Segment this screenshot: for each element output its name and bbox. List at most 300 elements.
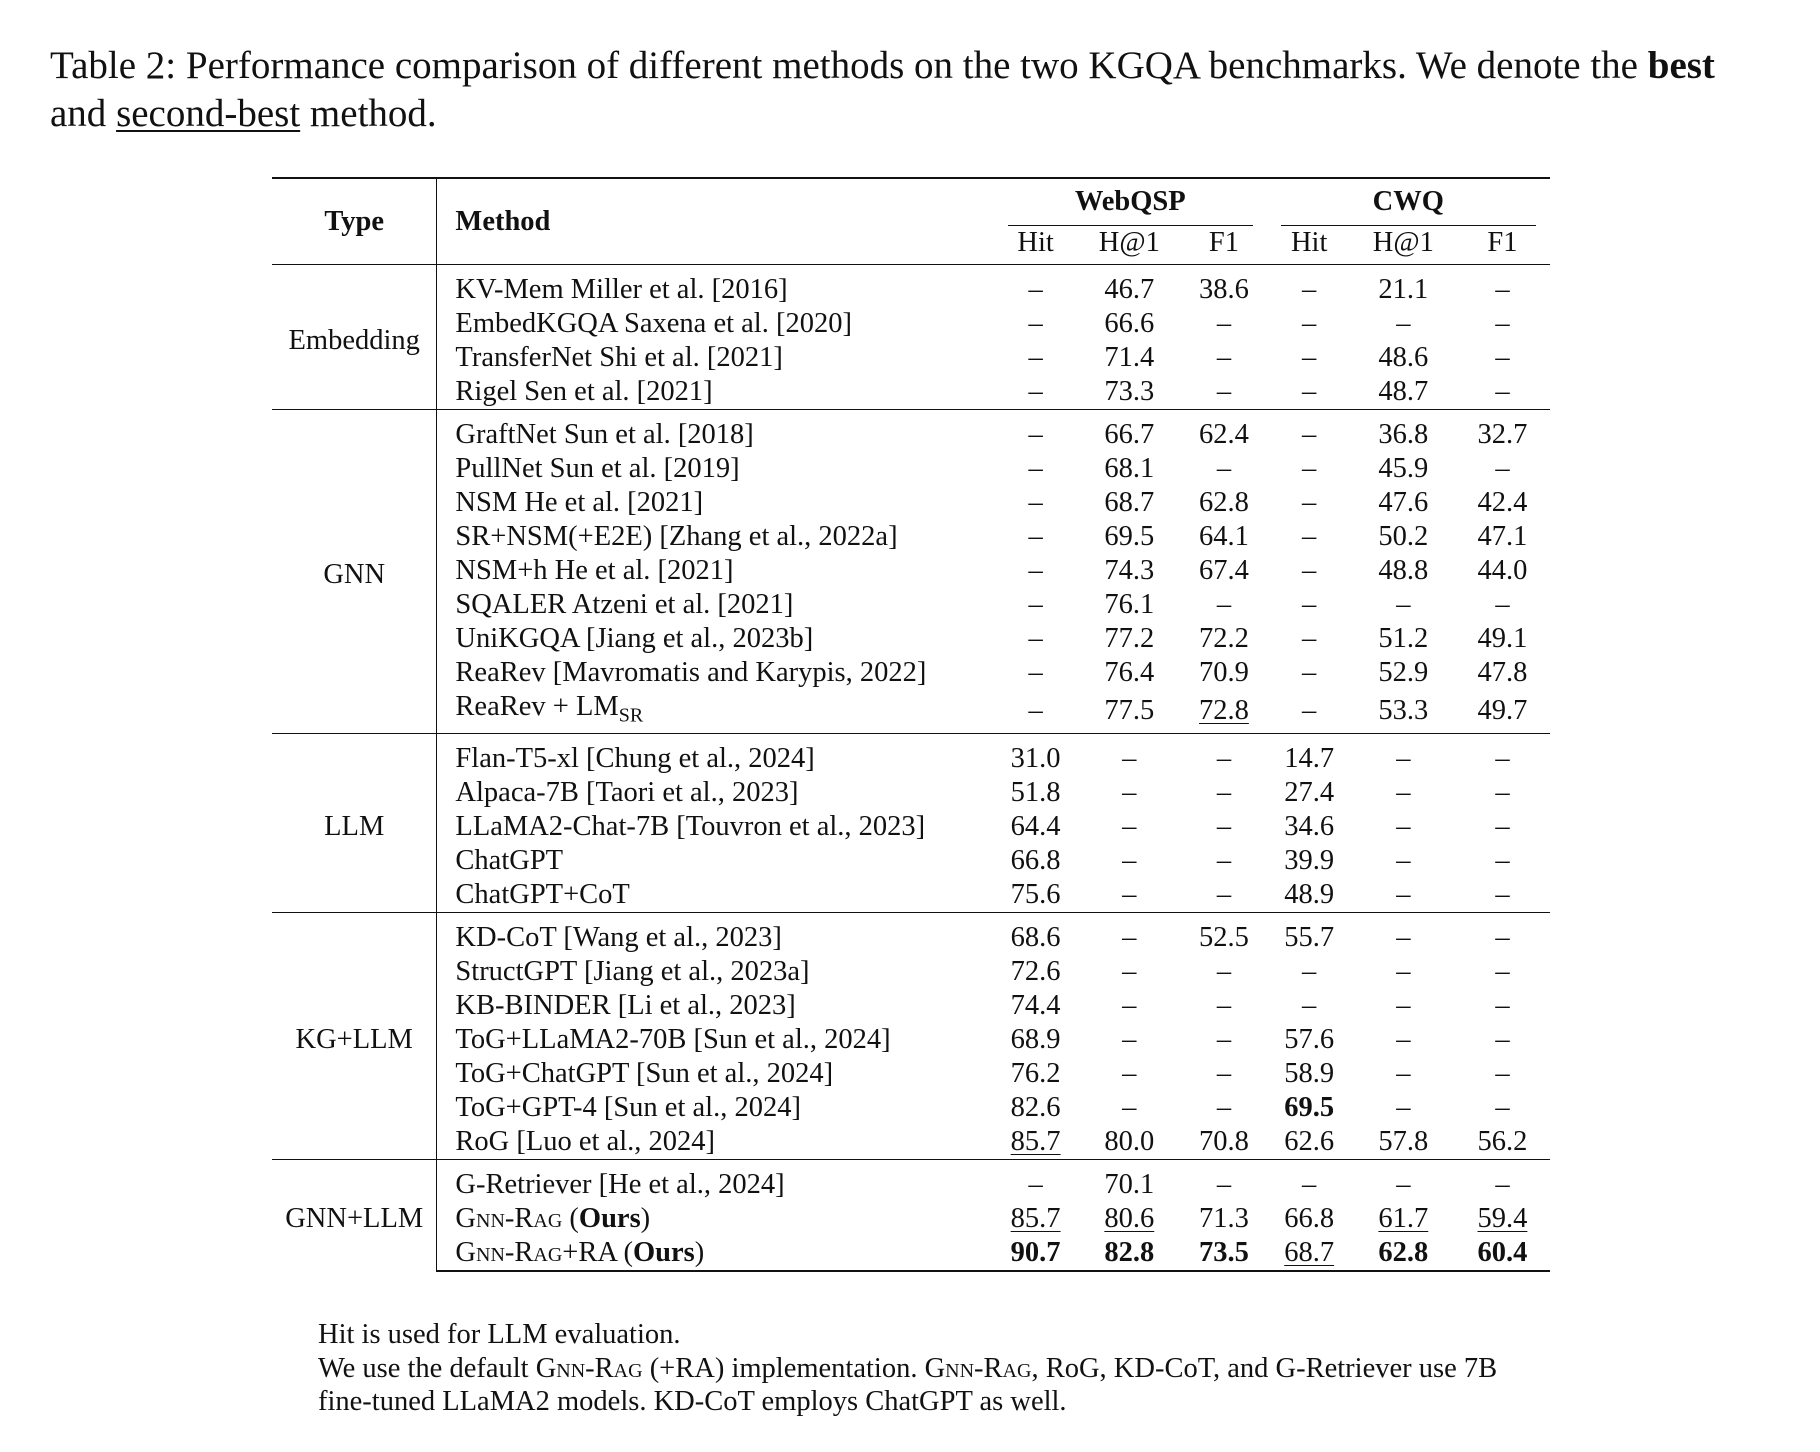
metric-value-text: 68.6 (1010, 921, 1061, 953)
metric-value-text: – (1122, 1023, 1137, 1055)
metric-value-text: 75.6 (1010, 878, 1061, 910)
metric-value-text: 73.5 (1199, 1236, 1249, 1268)
metric-value (1267, 878, 1352, 913)
table-row (272, 1236, 1550, 1271)
metric-value (1267, 690, 1352, 733)
metric-value (1267, 520, 1352, 554)
metric-value-text: 74.4 (1010, 989, 1061, 1021)
metric-value (1181, 520, 1266, 554)
metric-value (1181, 622, 1266, 656)
metric-value-text: 90.7 (1010, 1236, 1061, 1268)
table-row (272, 912, 1550, 955)
metric-value-text: – (1216, 955, 1232, 987)
metric-value-text: – (1122, 955, 1137, 987)
metric-value-text: – (1302, 657, 1317, 688)
metric-value-text: – (1495, 453, 1510, 484)
metric-value (1181, 733, 1266, 776)
metric-value-text: 68.7 (1284, 1236, 1335, 1268)
metric-value (1181, 1202, 1266, 1236)
metric-value-text: 57.8 (1378, 1125, 1429, 1157)
metric-value-text: – (1216, 308, 1232, 339)
table-notes (318, 1318, 1558, 1419)
metric-value (1455, 486, 1550, 520)
metric-value (1455, 265, 1550, 308)
table-row (272, 265, 1550, 308)
method-name: KB-BINDER [Li et al., 2023] (437, 989, 994, 1023)
metric-value (994, 1023, 1077, 1057)
metric-value-text: – (1028, 623, 1043, 654)
metric-value-text: 60.4 (1477, 1236, 1528, 1268)
metric-value (1352, 1202, 1455, 1236)
table-row (272, 375, 1550, 410)
metric-value-text: 48.7 (1378, 376, 1429, 407)
method-subscript: SR (618, 704, 644, 727)
metric-value (1352, 912, 1455, 955)
table-row (272, 410, 1550, 453)
metric-value-text: 80.6 (1104, 1202, 1155, 1234)
metric-value (994, 1236, 1077, 1271)
metric-value (994, 776, 1077, 810)
metric-value (1352, 622, 1455, 656)
header-cwq-label: CWQ (1281, 185, 1536, 226)
method-name: TransferNet Shi et al. [2021] (437, 341, 994, 375)
metric-value (994, 989, 1077, 1023)
metric-value (1352, 1057, 1455, 1091)
metric-value (1267, 1236, 1352, 1271)
header-metric: H@1 (1372, 227, 1434, 258)
table-row (272, 1159, 1550, 1202)
metric-value (1352, 955, 1455, 989)
metric-value (1181, 452, 1266, 486)
metric-value-text: – (1302, 1168, 1317, 1200)
metric-value-text: 51.2 (1378, 623, 1429, 654)
metric-value-text: – (1216, 1168, 1232, 1200)
metric-value-text: 85.7 (1010, 1125, 1061, 1157)
metric-value (1352, 1236, 1455, 1271)
metric-value-text: – (1028, 376, 1043, 407)
metric-value-text: – (1122, 878, 1137, 910)
metric-value (1077, 1023, 1181, 1057)
metric-value-text: – (1302, 623, 1317, 654)
metric-value (1077, 622, 1181, 656)
metric-value-text: 47.6 (1378, 487, 1429, 518)
metric-value (1077, 912, 1181, 955)
metric-value (1077, 452, 1181, 486)
metric-value (1455, 844, 1550, 878)
metric-value (1077, 776, 1181, 810)
metric-value-text: 44.0 (1477, 555, 1528, 586)
metric-value (1267, 375, 1352, 410)
metric-value-text: 69.5 (1104, 521, 1155, 552)
table-row (272, 844, 1550, 878)
metric-value-text: 77.5 (1104, 695, 1155, 727)
metric-value-text: – (1028, 487, 1043, 518)
metric-value (1181, 912, 1266, 955)
metric-value-text: 82.6 (1010, 1091, 1061, 1123)
metric-value (994, 554, 1077, 588)
metric-value (1267, 955, 1352, 989)
metric-value (1352, 690, 1455, 733)
metric-value-text: 68.1 (1104, 453, 1155, 484)
method-ours: Ours (633, 1236, 695, 1268)
metric-value-text: – (1122, 776, 1137, 808)
metric-value-text: 51.8 (1010, 776, 1061, 808)
metric-value (1455, 554, 1550, 588)
metric-value (1455, 656, 1550, 690)
metric-value (1267, 588, 1352, 622)
metric-value (1181, 486, 1266, 520)
metric-value-text: – (1495, 776, 1510, 808)
metric-value (1077, 656, 1181, 690)
metric-value (1267, 1091, 1352, 1125)
metric-value (1267, 989, 1352, 1023)
metric-value (1077, 588, 1181, 622)
metric-value (1267, 1159, 1352, 1202)
metric-value (1455, 1236, 1550, 1271)
method-name: Gnn-Rag+RA (Ours) (437, 1236, 994, 1271)
note-line-2: We use the default Gnn-Rag (+RA) implementation. Gnn-Rag, RoG, KD-CoT, and G-Retriever use 7B fine-tuned LLaMA2 models. KD-CoT employs ChatGPT as well. (318, 1352, 1498, 1417)
metric-value-text: – (1396, 844, 1411, 876)
metric-value-text: – (1495, 1091, 1510, 1123)
metric-value (1455, 912, 1550, 955)
caption-and: and (50, 92, 117, 135)
metric-value-text: 71.3 (1199, 1202, 1249, 1234)
method-name: ToG+GPT-4 [Sun et al., 2024] (437, 1091, 994, 1125)
metric-value (1077, 955, 1181, 989)
metric-value (1455, 1023, 1550, 1057)
metric-value (994, 690, 1077, 733)
table-row (272, 1091, 1550, 1125)
method-name: UniKGQA [Jiang et al., 2023b] (437, 622, 994, 656)
method-name: NSM He et al. [2021] (437, 486, 994, 520)
metric-value-text: 73.3 (1104, 376, 1155, 407)
metric-value (994, 912, 1077, 955)
metric-value-text: 52.5 (1199, 921, 1249, 953)
metric-value-text: – (1028, 419, 1043, 450)
metric-value (994, 733, 1077, 776)
group-type: Embedding (272, 265, 437, 410)
metric-value (1455, 1057, 1550, 1091)
metric-value (994, 844, 1077, 878)
metric-value-text: – (1216, 589, 1232, 620)
metric-value-text: – (1396, 589, 1411, 620)
table-row (272, 1057, 1550, 1091)
metric-value (1181, 265, 1266, 308)
metric-value (1267, 622, 1352, 656)
metric-value-text: – (1028, 453, 1043, 484)
metric-value-text: – (1302, 487, 1317, 518)
metric-value (994, 1159, 1077, 1202)
metric-value-text: 72.6 (1010, 955, 1061, 987)
metric-value (1455, 690, 1550, 733)
metric-value-text: 59.4 (1477, 1202, 1528, 1234)
metric-value (1077, 265, 1181, 308)
metric-value (1181, 1159, 1266, 1202)
metric-value (994, 341, 1077, 375)
metric-value (1455, 878, 1550, 913)
metric-value-text: – (1216, 1023, 1232, 1055)
method-name: Gnn-Rag (Ours) (437, 1202, 994, 1236)
metric-value-text: 38.6 (1199, 274, 1249, 305)
metric-value (1267, 912, 1352, 955)
metric-value-text: – (1028, 274, 1043, 305)
method-name: PullNet Sun et al. [2019] (437, 452, 994, 486)
metric-value (1077, 810, 1181, 844)
metric-value-text: – (1216, 776, 1232, 808)
metric-value-text: 39.9 (1284, 844, 1335, 876)
metric-value (1181, 588, 1266, 622)
metric-value-text: 50.2 (1378, 521, 1429, 552)
table-row (272, 1023, 1550, 1057)
method-ours: Ours (578, 1202, 641, 1234)
method-name: ReaRev [Mavromatis and Karypis, 2022] (437, 656, 994, 690)
metric-value-text: – (1396, 1091, 1411, 1123)
table-row (272, 622, 1550, 656)
metric-value (994, 656, 1077, 690)
metric-value-text: 47.1 (1477, 521, 1528, 552)
table-row (272, 307, 1550, 341)
metric-value (1455, 375, 1550, 410)
table-row (272, 486, 1550, 520)
metric-value-text: 76.2 (1010, 1057, 1061, 1089)
metric-value-text: 45.9 (1378, 453, 1429, 484)
metric-value-text: 71.4 (1104, 342, 1155, 373)
metric-value (1455, 410, 1550, 453)
metric-value (1352, 844, 1455, 878)
method-name: Rigel Sen et al. [2021] (437, 375, 994, 410)
group-type: KG+LLM (272, 912, 437, 1159)
metric-value (1352, 554, 1455, 588)
metric-value-text: 66.6 (1104, 308, 1155, 339)
metric-value (1077, 520, 1181, 554)
metric-value-text: – (1495, 878, 1510, 910)
metric-value (1181, 690, 1266, 733)
metric-value (1267, 265, 1352, 308)
metric-value-text: – (1495, 1168, 1510, 1200)
metric-value-text: – (1396, 776, 1411, 808)
header-metric: Hit (1290, 227, 1328, 258)
metric-value-text: 49.1 (1477, 623, 1528, 654)
metric-value (1455, 1125, 1550, 1160)
metric-value-text: 47.8 (1477, 657, 1528, 688)
method-name: KD-CoT [Wang et al., 2023] (437, 912, 994, 955)
metric-value-text: – (1216, 742, 1232, 774)
metric-value-text: 34.6 (1284, 810, 1335, 842)
metric-value (1267, 1057, 1352, 1091)
metric-value-text: – (1495, 955, 1510, 987)
metric-value (1267, 1023, 1352, 1057)
metric-value-text: – (1396, 810, 1411, 842)
metric-value (1181, 810, 1266, 844)
metric-value (1352, 486, 1455, 520)
metric-value (994, 810, 1077, 844)
metric-value-text: 62.8 (1378, 1236, 1429, 1268)
metric-value-text: – (1396, 308, 1411, 339)
header-cwq (1267, 178, 1550, 226)
metric-value (994, 265, 1077, 308)
metric-value-text: 49.7 (1477, 695, 1528, 727)
metric-value (994, 588, 1077, 622)
metric-value (1455, 733, 1550, 776)
caption-best: best (1647, 44, 1715, 87)
note-smallcaps: Gnn-Rag (924, 1352, 1032, 1384)
metric-value-text: 42.4 (1477, 487, 1528, 518)
metric-value-text: – (1302, 376, 1317, 407)
metric-value-text: 85.7 (1010, 1202, 1061, 1234)
method-name: ToG+LLaMA2-70B [Sun et al., 2024] (437, 1023, 994, 1057)
metric-value (1077, 733, 1181, 776)
method-name: KV-Mem Miller et al. [2016] (437, 265, 994, 308)
metric-value (1267, 1125, 1352, 1160)
metric-value-text: – (1396, 742, 1411, 774)
method-name: EmbedKGQA Saxena et al. [2020] (437, 307, 994, 341)
metric-value-text: 21.1 (1378, 274, 1429, 305)
header-metric: H@1 (1098, 227, 1160, 258)
note-line-1: Hit is used for LLM evaluation. (318, 1319, 681, 1350)
metric-value-text: – (1028, 589, 1043, 620)
metric-value-text: 67.4 (1199, 555, 1249, 586)
metric-value (1455, 1091, 1550, 1125)
metric-value-text: 48.9 (1284, 878, 1335, 910)
metric-value-text: – (1495, 342, 1510, 373)
metric-value-text: 48.8 (1378, 555, 1429, 586)
metric-value-text: – (1396, 1168, 1411, 1200)
metric-value (1352, 265, 1455, 308)
metric-value (1181, 1091, 1266, 1125)
metric-value (1267, 341, 1352, 375)
metric-value (1267, 733, 1352, 776)
metric-value-text: 14.7 (1284, 742, 1335, 774)
metric-value-text: – (1302, 589, 1317, 620)
metric-value-text: – (1302, 419, 1317, 450)
method-name: G-Retriever [He et al., 2024] (437, 1159, 994, 1202)
metric-value (1181, 307, 1266, 341)
metric-value (1267, 810, 1352, 844)
table-row (272, 955, 1550, 989)
method-name: NSM+h He et al. [2021] (437, 554, 994, 588)
metric-value-text: 82.8 (1104, 1236, 1155, 1268)
group-type: LLM (272, 733, 437, 912)
metric-value-text: – (1302, 453, 1317, 484)
method-name: LLaMA2-Chat-7B [Touvron et al., 2023] (437, 810, 994, 844)
metric-value-text: – (1028, 695, 1043, 727)
metric-value-text: – (1302, 274, 1317, 305)
metric-value (1352, 1125, 1455, 1160)
header-webqsp-label: WebQSP (1008, 185, 1253, 226)
metric-value (1352, 1091, 1455, 1125)
metric-value-text: – (1028, 555, 1043, 586)
metric-value-text: 31.0 (1010, 742, 1061, 774)
table-row (272, 588, 1550, 622)
metric-value (1181, 878, 1266, 913)
metric-value (1455, 1159, 1550, 1202)
metric-value-text: 72.2 (1199, 623, 1249, 654)
metric-value-text: – (1028, 342, 1043, 373)
metric-value (994, 410, 1077, 453)
header-type: Type (272, 178, 437, 265)
metric-value (1181, 776, 1266, 810)
metric-value (1352, 520, 1455, 554)
metric-value (1077, 410, 1181, 453)
header-metric: Hit (1017, 227, 1054, 258)
metric-value (1077, 1202, 1181, 1236)
metric-value (1181, 1057, 1266, 1091)
metric-value-text: – (1122, 989, 1137, 1021)
metric-value-text: – (1216, 844, 1232, 876)
table-row (272, 656, 1550, 690)
header-metric: F1 (1487, 227, 1518, 258)
metric-value (1077, 341, 1181, 375)
metric-value (1352, 1023, 1455, 1057)
method-name: SQALER Atzeni et al. [2021] (437, 588, 994, 622)
metric-value (1455, 989, 1550, 1023)
metric-value (1352, 1159, 1455, 1202)
metric-value (1267, 776, 1352, 810)
metric-value-text: 76.1 (1104, 589, 1155, 620)
caption-prefix: Table 2: Performance comparison of different methods on the two KGQA benchmarks. We denote the (50, 44, 1648, 87)
metric-value-text: – (1495, 274, 1510, 305)
metric-value (1181, 955, 1266, 989)
metric-value-text: – (1396, 878, 1411, 910)
metric-value (1077, 1057, 1181, 1091)
metric-value-text: 64.1 (1199, 521, 1249, 552)
metric-value-text: – (1216, 810, 1232, 842)
metric-value (1352, 307, 1455, 341)
metric-value-text: 69.5 (1284, 1091, 1335, 1123)
metric-value-text: – (1028, 657, 1043, 688)
metric-value (1181, 844, 1266, 878)
table-row (272, 810, 1550, 844)
metric-value (1181, 1023, 1266, 1057)
metric-value-text: 62.6 (1284, 1125, 1335, 1157)
metric-value-text: – (1028, 1168, 1043, 1200)
metric-value-text: 66.8 (1284, 1202, 1335, 1234)
metric-value-text: – (1122, 844, 1137, 876)
metric-value-text: 36.8 (1378, 419, 1429, 450)
method-name: ChatGPT (437, 844, 994, 878)
metric-value (1077, 1236, 1181, 1271)
metric-value (994, 452, 1077, 486)
metric-value (1352, 452, 1455, 486)
metric-value (1181, 554, 1266, 588)
metric-value (1352, 375, 1455, 410)
metric-value (1352, 733, 1455, 776)
metric-value (1352, 810, 1455, 844)
method-name: ReaRev + $LM_{SR}$ (437, 690, 994, 733)
table-row (272, 554, 1550, 588)
metric-value-text: – (1302, 308, 1317, 339)
table-caption (50, 42, 1780, 138)
metric-value-text: 55.7 (1284, 921, 1335, 953)
metric-value (1267, 554, 1352, 588)
group-type: GNN+LLM (272, 1159, 437, 1271)
method-name: SR+NSM(+E2E) [Zhang et al., 2022a] (437, 520, 994, 554)
metric-value-text: 66.8 (1010, 844, 1061, 876)
metric-value (1077, 989, 1181, 1023)
metric-value-text: – (1028, 521, 1043, 552)
metric-value (994, 622, 1077, 656)
metric-value-text: 32.7 (1477, 419, 1528, 450)
metric-value (1077, 1091, 1181, 1125)
metric-value-text: – (1302, 342, 1317, 373)
header-metric: F1 (1208, 227, 1239, 258)
metric-value (1352, 410, 1455, 453)
metric-value-text: 53.3 (1378, 695, 1429, 727)
metric-value-text: – (1396, 955, 1411, 987)
metric-value (994, 955, 1077, 989)
header-row-1 (272, 178, 1550, 226)
metric-value-text: – (1216, 453, 1232, 484)
